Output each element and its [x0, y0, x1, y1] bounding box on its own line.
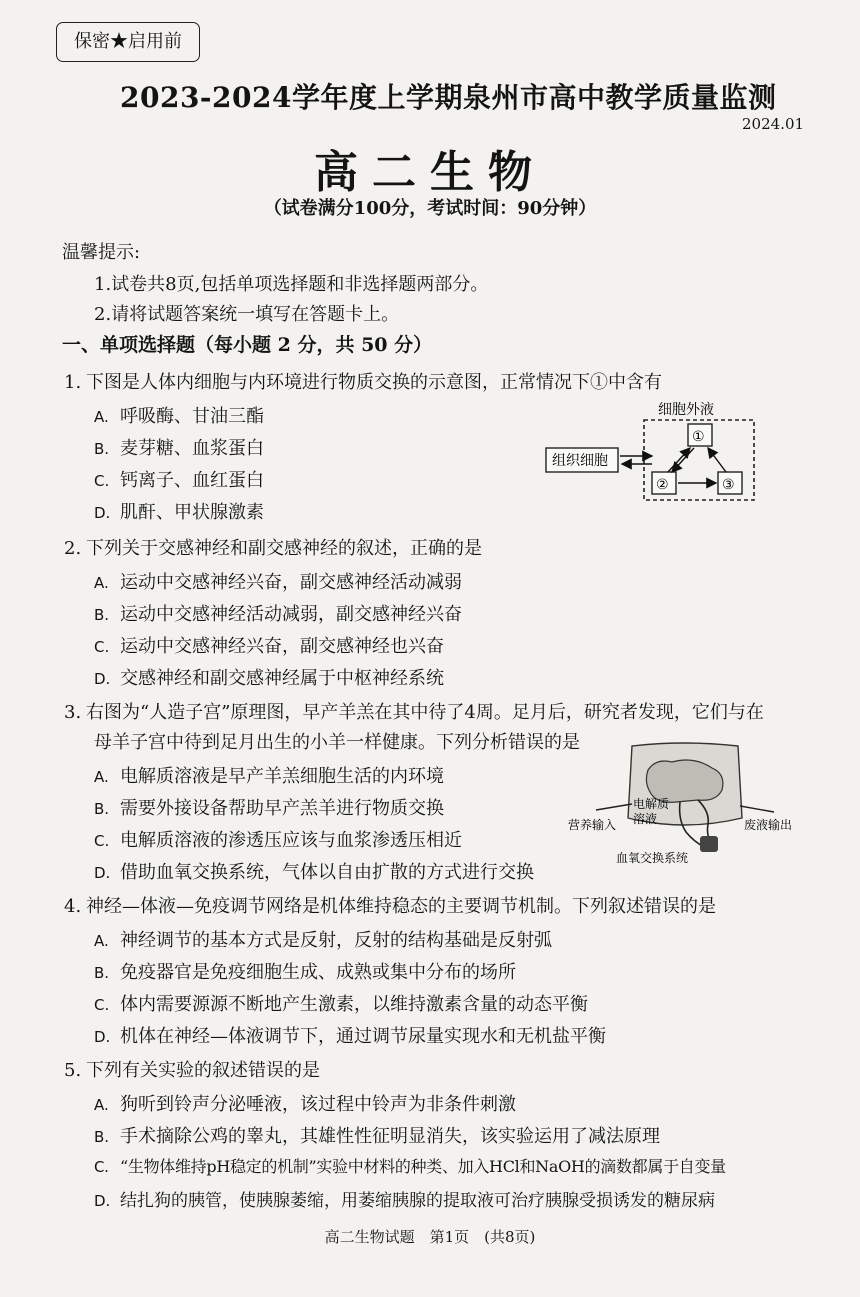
question-3-option-a: A. 电解质溶液是早产羊羔细胞生活的内环境	[94, 766, 444, 787]
page-footer: 高二生物试题 第1页 (共8页)	[324, 1228, 536, 1246]
question-1-option-d: D. 肌酐、甲状腺激素	[94, 502, 264, 523]
arrow-icon	[672, 448, 694, 472]
question-4-stem: 4. 神经—体液—免疫调节网络是机体维持稳态的主要调节机制。下列叙述错误的是	[64, 896, 716, 917]
section-title: 一、单项选择题（每小题 2 分，共 50 分）	[62, 334, 433, 356]
question-2-option-c: C. 运动中交感神经兴奋，副交感神经也兴奋	[94, 636, 444, 657]
question-4-option-d: D. 机体在神经—体液调节下，通过调节尿量实现水和无机盐平衡	[94, 1026, 606, 1047]
tip-item: 2.请将试题答案统一填写在答题卡上。	[94, 304, 400, 325]
question-1-stem: 1. 下图是人体内细胞与内环境进行物质交换的示意图，正常情况下①中含有	[64, 372, 662, 393]
waste-tube-icon	[740, 806, 774, 812]
question-4-option-a: A. 神经调节的基本方式是反射，反射的结构基础是反射弧	[94, 930, 552, 951]
node-3-label: ③	[722, 477, 735, 493]
question-3-option-c: C. 电解质溶液的渗透压应该与血浆渗透压相近	[94, 830, 462, 851]
artificial-womb-figure	[560, 740, 800, 870]
node-2-label: ②	[656, 477, 669, 493]
question-2-stem: 2. 下列关于交感神经和副交感神经的叙述，正确的是	[64, 538, 482, 559]
subject-title: 高二生物	[314, 147, 546, 198]
confidential-badge: 保密★启用前	[56, 22, 200, 62]
question-5-option-a: A. 狗听到铃声分泌唾液，该过程中铃声为非条件刺激	[94, 1094, 516, 1115]
extracellular-fluid-label: 细胞外液	[658, 402, 714, 418]
question-4-option-c: C. 体内需要源源不断地产生激素，以维持激素含量的动态平衡	[94, 994, 588, 1015]
tip-item: 1.试卷共8页,包括单项选择题和非选择题两部分。	[94, 274, 489, 295]
tips-title: 温馨提示:	[62, 242, 141, 263]
question-2-option-a: A. 运动中交感神经兴奋，副交感神经活动减弱	[94, 572, 462, 593]
oxygenator-icon	[700, 836, 718, 852]
question-3-stem: 3. 右图为“人造子宫”原理图，早产羊羔在其中待了4周。足月后，研究者发现，它们与在	[64, 702, 764, 723]
exam-date: 2024.01	[742, 115, 805, 133]
question-1-option-c: C. 钙离子、血红蛋白	[94, 470, 264, 491]
waste-output-label: 废液输出	[744, 818, 793, 832]
nutrient-tube-icon	[596, 804, 632, 810]
question-5-option-d: D. 结扎狗的胰管，使胰腺萎缩，用萎缩胰腺的提取液可治疗胰腺受损诱发的糖尿病	[94, 1191, 715, 1211]
extracellular-fluid-diagram	[540, 398, 760, 504]
question-5-option-b: B. 手术摘除公鸡的睾丸，其雄性性征明显消失，该实验运用了减法原理	[94, 1126, 660, 1147]
question-3-stem-continued: 母羊子宫中待到足月出生的小羊一样健康。下列分析错误的是	[94, 732, 580, 753]
question-3-option-d: D. 借助血氧交换系统，气体以自由扩散的方式进行交换	[94, 862, 534, 883]
arrow-icon	[668, 448, 690, 472]
exam-info: （试卷满分100分，考试时间：90分钟）	[263, 198, 597, 219]
question-2-option-d: D. 交感神经和副交感神经属于中枢神经系统	[94, 668, 444, 689]
question-1-option-a: A. 呼吸酶、甘油三酯	[94, 406, 264, 427]
question-5-stem: 5. 下列有关实验的叙述错误的是	[64, 1060, 320, 1081]
question-2-option-b: B. 运动中交感神经活动减弱，副交感神经兴奋	[94, 604, 462, 625]
nutrient-input-label: 营养输入	[568, 818, 617, 832]
question-5-option-c: C. “生物体维持pH稳定的机制”实验中材料的种类、加入HCl和NaOH的滴数都属于自变量	[94, 1157, 726, 1176]
tissue-cell-label: 组织细胞	[552, 453, 608, 469]
question-4-option-b: B. 免疫器官是免疫细胞生成、成熟或集中分布的场所	[94, 962, 516, 983]
question-3-option-b: B. 需要外接设备帮助早产羔羊进行物质交换	[94, 798, 444, 819]
electrolyte-label-line1: 电解质	[633, 797, 670, 811]
question-1-option-b: B. 麦芽糖、血浆蛋白	[94, 438, 264, 459]
arrow-icon	[708, 448, 726, 472]
exam-title: 2023-2024学年度上学期泉州市高中教学质量监测	[120, 81, 777, 114]
node-1-label: ①	[692, 429, 705, 445]
electrolyte-label-line2: 溶液	[633, 812, 658, 826]
oxygen-exchange-label: 血氧交换系统	[616, 851, 689, 865]
